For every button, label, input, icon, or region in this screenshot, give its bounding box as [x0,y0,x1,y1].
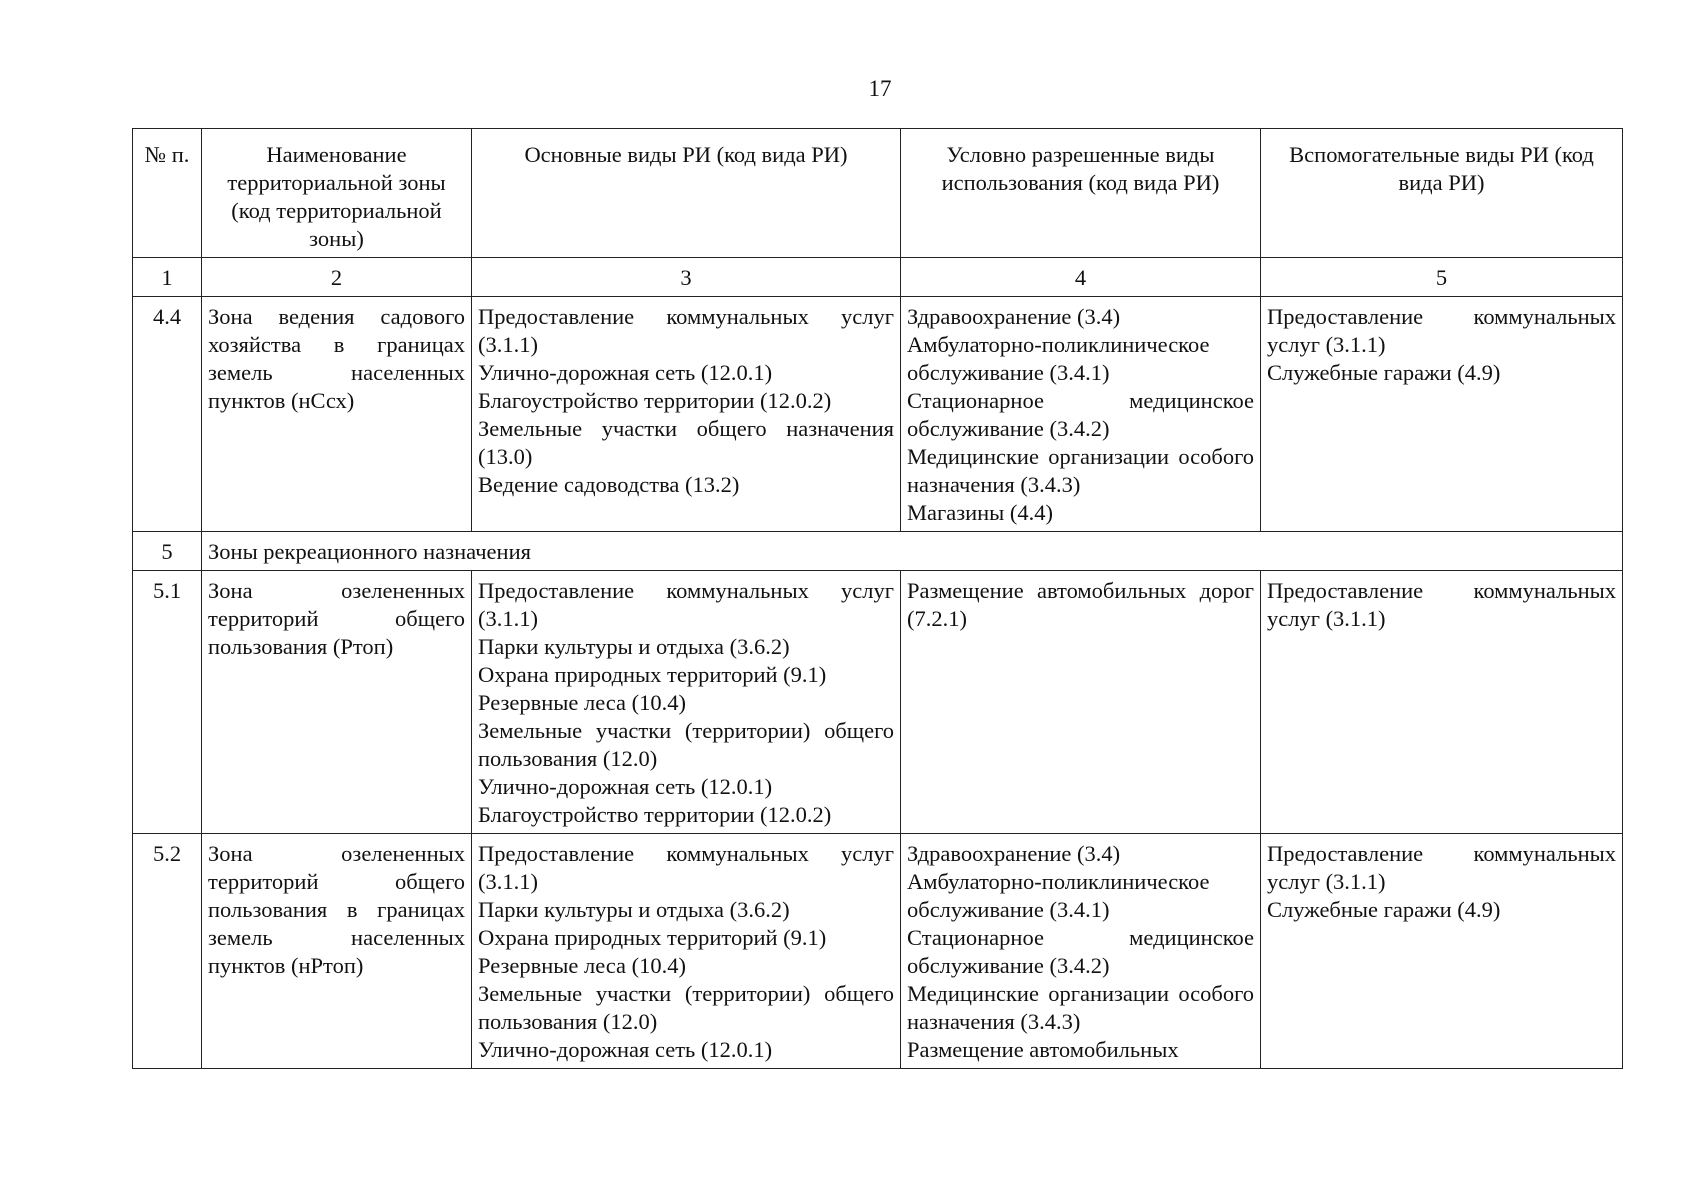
conditional-use-item: Стационарное медицинское обслуживание (3.4.2) [907,925,1254,978]
conditional-use-item: Амбулаторно-поликлиническое обслуживание (3.4.1) [907,869,1210,922]
conditional-use-item: Здравоохранение (3.4) [907,304,1121,329]
column-number: 4 [901,258,1261,297]
conditional-use-item: Магазины (4.4) [907,500,1054,525]
header-main-uses: Основные виды РИ (код вида РИ) [472,129,901,258]
auxiliary-use-item: Предоставление коммунальных услуг (3.1.1) [1267,841,1616,894]
main-use-item: Резервные леса (10.4) [478,690,687,715]
conditional-use-item: Стационарное медицинское обслуживание (3.4.2) [907,388,1254,441]
column-number-row [133,258,1623,297]
row-number: 4.4 [133,297,202,532]
column-number: 5 [1261,258,1623,297]
zoning-table [132,128,1623,1069]
main-use-item: Предоставление коммунальных услуг (3.1.1) [478,578,894,631]
conditional-use-item: Медицинские организации особого назначения (3.4.3) [907,444,1254,497]
conditional-use-item: Здравоохранение (3.4) [907,841,1121,866]
main-use-item: Предоставление коммунальных услуг (3.1.1) [478,304,894,357]
section-title: Зоны рекреационного назначения [202,532,1623,571]
conditional-uses-cell [901,834,1261,1069]
main-uses-cell [472,571,901,834]
zone-name: Зона озелененных территорий общего пользования в границах земель населенных пунктов (нРтоп) [202,834,472,1069]
table-row [133,297,1623,532]
table-row [133,834,1623,1069]
column-number: 2 [202,258,472,297]
main-use-item: Ведение садоводства (13.2) [478,472,740,497]
conditional-use-item: Медицинские организации особого назначения (3.4.3) [907,981,1254,1034]
main-use-item: Парки культуры и отдыха (3.6.2) [478,897,790,922]
header-row [133,129,1623,258]
column-number: 1 [133,258,202,297]
main-use-item: Охрана природных территорий (9.1) [478,662,827,687]
main-use-item: Земельные участки (территории) общего пользования (12.0) [478,981,894,1034]
conditional-use-item: Размещение автомобильных [907,1037,1179,1062]
auxiliary-use-item: Служебные гаражи (4.9) [1267,897,1501,922]
header-conditional-uses: Условно разрешенные виды использования (код вида РИ) [901,129,1261,258]
main-use-item: Улично-дорожная сеть (12.0.1) [478,1037,773,1062]
row-number: 5.2 [133,834,202,1069]
main-uses-cell [472,834,901,1069]
table-row [133,571,1623,834]
main-use-item: Земельные участки (территории) общего пользования (12.0) [478,718,894,771]
main-use-item: Благоустройство территории (12.0.2) [478,802,832,827]
conditional-use-item: Амбулаторно-поликлиническое обслуживание (3.4.1) [907,332,1210,385]
section-number: 5 [133,532,202,571]
header-num: № п. [133,129,202,258]
zone-name: Зона ведения садового хозяйства в границах земель населенных пунктов (нСсх) [202,297,472,532]
column-number: 3 [472,258,901,297]
conditional-uses-cell [901,297,1261,532]
main-use-item: Улично-дорожная сеть (12.0.1) [478,360,773,385]
auxiliary-uses-cell [1261,297,1623,532]
conditional-use-item: Размещение автомобильных дорог (7.2.1) [907,578,1254,631]
auxiliary-use-item: Предоставление коммунальных услуг (3.1.1) [1267,578,1616,631]
zone-name: Зона озелененных территорий общего пользования (Ртоп) [202,571,472,834]
header-auxiliary-uses: Вспомогательные виды РИ (код вида РИ) [1261,129,1623,258]
auxiliary-use-item: Служебные гаражи (4.9) [1267,360,1501,385]
main-use-item: Улично-дорожная сеть (12.0.1) [478,774,773,799]
main-use-item: Парки культуры и отдыха (3.6.2) [478,634,790,659]
main-use-item: Земельные участки общего назначения (13.0) [478,416,894,469]
main-use-item: Благоустройство территории (12.0.2) [478,388,832,413]
auxiliary-uses-cell [1261,571,1623,834]
row-number: 5.1 [133,571,202,834]
main-uses-cell [472,297,901,532]
auxiliary-use-item: Предоставление коммунальных услуг (3.1.1) [1267,304,1616,357]
header-zone-name: Наименование территориальной зоны (код территориальной зоны) [202,129,472,258]
section-row [133,532,1623,571]
conditional-uses-cell [901,571,1261,834]
main-use-item: Предоставление коммунальных услуг (3.1.1) [478,841,894,894]
main-use-item: Охрана природных территорий (9.1) [478,925,827,950]
main-use-item: Резервные леса (10.4) [478,953,687,978]
auxiliary-uses-cell [1261,834,1623,1069]
page-number: 17 [868,76,892,101]
